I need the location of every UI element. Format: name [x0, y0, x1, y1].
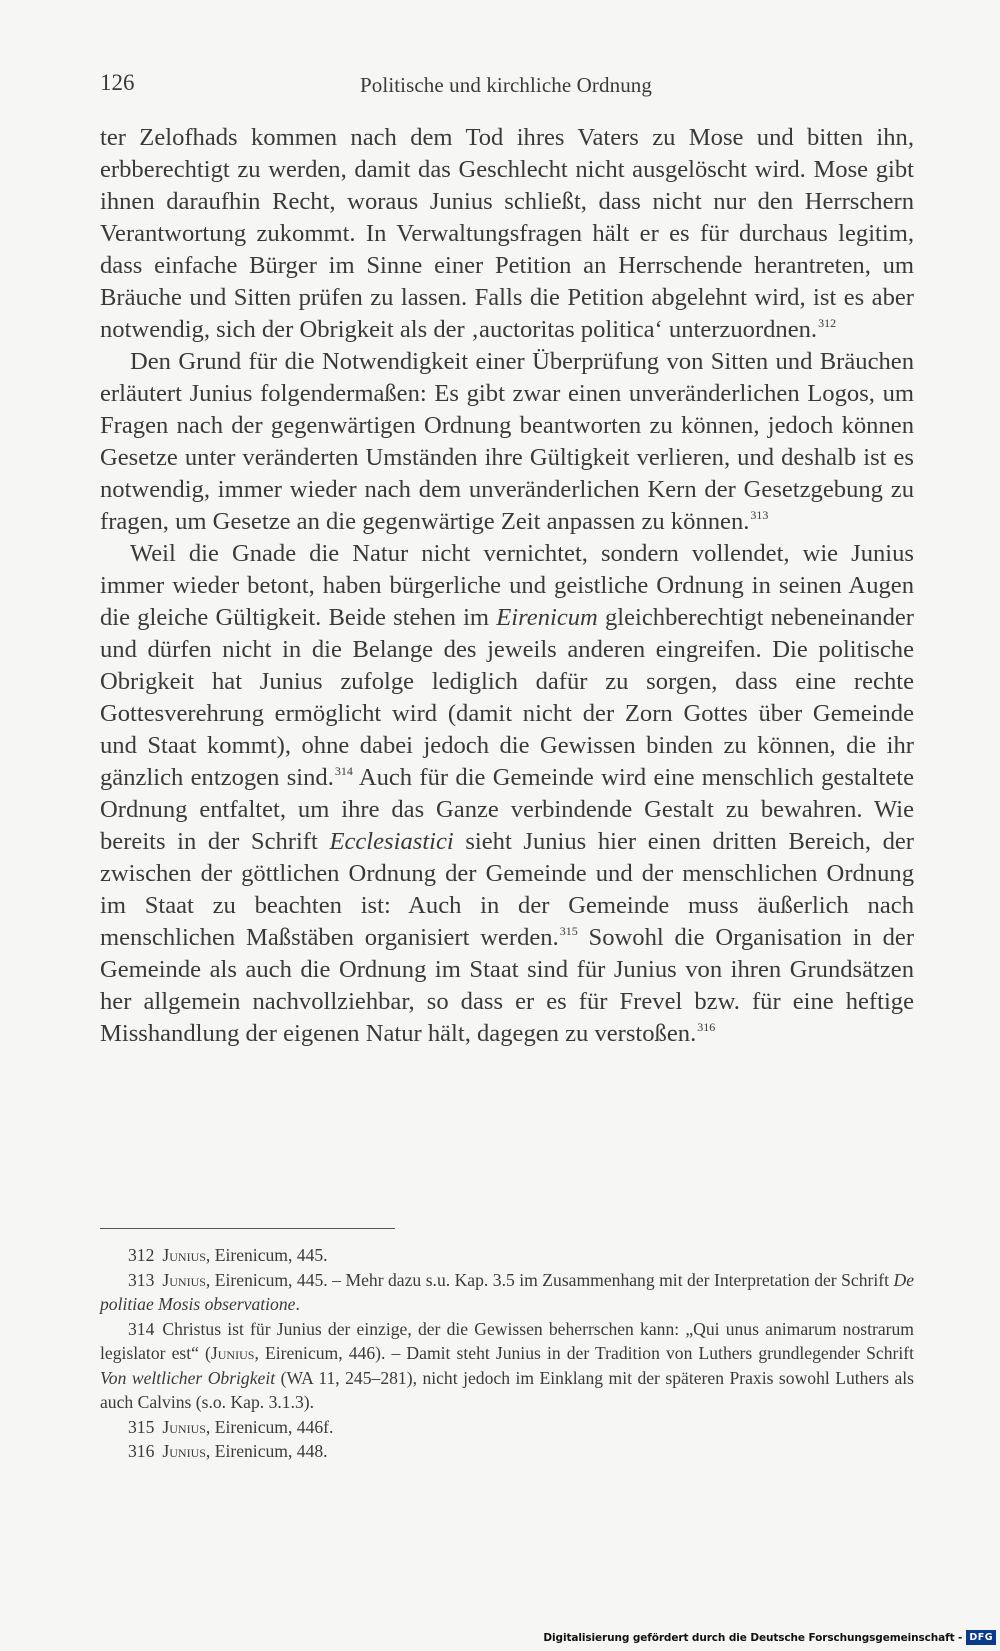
page-header [100, 70, 912, 106]
paragraph-3-text-a: Weil die Gnade die Natur nicht vernichtet, sondern vollendet, wie Junius immer wieder betont, haben bürgerliche und geistliche Ordnung in seinen Augen die gleiche Gültigkeit. Beide stehen im [100, 540, 914, 631]
title-eirenicum: Eirenicum [496, 604, 598, 631]
main-text [100, 122, 914, 1050]
footnote-separator [100, 1228, 395, 1229]
footnote-author: Junius [162, 1416, 206, 1437]
footnote-number: 312 [128, 1245, 155, 1265]
footnote-number: 316 [128, 1441, 155, 1461]
funding-notice-text: Digitalisierung gefördert durch die Deutsche Forschungsgemeinschaft - [543, 1631, 963, 1644]
footnote-author: Junius [210, 1343, 255, 1363]
footnote-number: 314 [128, 1318, 155, 1339]
paragraph-2 [100, 346, 914, 538]
page-number: 126 [100, 70, 135, 95]
footnote-number: 313 [128, 1269, 155, 1290]
funding-notice [543, 1630, 996, 1645]
running-head: Politische und kirchliche Ordnung [360, 73, 652, 97]
footnote-author: Junius [162, 1269, 206, 1290]
footnote-text: , Eirenicum, 445. [205, 1245, 328, 1265]
footnote-315 [100, 1415, 914, 1440]
footnote-author: Junius [162, 1441, 206, 1461]
footnote-title: Von weltlicher Obrigkeit [100, 1367, 276, 1388]
footnote-ref-316[interactable]: 316 [697, 1020, 716, 1034]
paragraph-3-text-c: Auch für die Gemeinde wird eine menschlich gestaltete Ordnung entfaltet, um ihre das Ganze verbindende Gestalt zu bewahren. Wie bereits in der Schrift [100, 764, 914, 855]
footnote-text-c: (WA 11, 245–281), nicht jedoch im Einklang mit der späteren Praxis sowohl Luthers als auch Calvins (s.o. Kap. 3.1.3). [100, 1367, 914, 1412]
paragraph-1-text: ter Zelofhads kommen nach dem Tod ihres Vaters zu Mose und bitten ihn, erbberechtigt zu werden, damit das Geschlecht nicht ausgelöscht wird. Mose gibt ihnen daraufhin Recht, woraus Junius schließt, dass nicht nur den Herrschern Verantwortung zukommt. In Verwaltungsfragen hält er es für durchaus legitim, dass einfache Bürger im Sinne einer Petition an Herrschende herantreten, um Bräuche und Sitten prüfen zu lassen. Falls die Petition abgelehnt wird, ist es aber notwendig, sich der Obrigkeit als der ‚auctoritas politica‘ unterzuordnen. [100, 124, 914, 343]
footnote-313 [100, 1268, 914, 1317]
footnote-ref-314[interactable]: 314 [334, 764, 353, 778]
footnote-314 [100, 1317, 914, 1415]
paragraph-2-text: Den Grund für die Notwendigkeit einer Überprüfung von Sitten und Bräuchen erläutert Junius folgendermaßen: Es gibt zwar einen unveränderlichen Logos, um Fragen nach der gegenwärtigen Ordnung beantworten zu können, jedoch können Gesetze unter veränderten Umständen ihre Gültigkeit verlieren, und deshalb ist es notwendig, immer wieder nach dem unveränderlichen Kern der Gesetzgebung zu fragen, um Gesetze an die gegenwärtige Zeit anpassen zu können. [100, 348, 914, 535]
footnote-ref-315[interactable]: 315 [559, 924, 578, 938]
footnote-ref-313[interactable]: 313 [750, 508, 769, 522]
footnote-text: , Eirenicum, 448. [205, 1441, 328, 1461]
paragraph-3 [100, 538, 914, 1050]
footnote-number: 315 [128, 1416, 155, 1437]
footnote-text-end: . [295, 1294, 300, 1314]
dfg-logo-icon: DFG [966, 1630, 996, 1645]
footnote-316 [100, 1439, 914, 1464]
footnote-author: Junius [162, 1245, 206, 1265]
footnotes [100, 1243, 914, 1464]
footnote-text: , Eirenicum, 445. – Mehr dazu s.u. Kap. 3.5 im Zusammenhang mit der Interpretation der Schrift [205, 1269, 894, 1290]
paragraph-3-text-e: Sowohl die Organisation in der Gemeinde als auch die Ordnung im Staat sind für Junius von ihren Grundsätzen her allgemein nachvollziehbar, so dass er es für Frevel bzw. für eine heftige Misshandlung der eigenen Natur hält, dagegen zu verstoßen. [100, 924, 915, 1047]
paragraph-1 [100, 122, 914, 346]
footnote-title: De politiae Mosis observatione [100, 1269, 914, 1314]
paragraph-3-text-b: gleichberechtigt nebeneinander und dürfen nicht in die Belange des jeweils anderen eingreifen. Die politische Obrigkeit hat Junius zufolge lediglich dafür zu sorgen, dass eine rechte Gottesverehrung ermöglicht wird (damit nicht der Zorn Gottes über Gemeinde und Staat kommt), ohne dabei jedoch die Gewissen binden zu können, die ihr gänzlich entzogen sind. [100, 604, 915, 791]
footnote-text: , Eirenicum, 446f. [205, 1416, 334, 1437]
paragraph-3-text-d: sieht Junius hier einen dritten Bereich, der zwischen der göttlichen Ordnung der Gemeinde und der menschlichen Ordnung im Staat zu beachten ist: Auch in der Gemeinde muss äußerlich nach menschlichen Maßstäben organisiert werden. [100, 828, 914, 951]
footnote-text-a: Christus ist für Junius der einzige, der die Gewissen beherrschen kann: „Qui unus animarum nostrarum legislator est“ ( [100, 1318, 914, 1363]
title-ecclesiastici: Ecclesiastici [329, 828, 454, 855]
footnote-text-b: , Eirenicum, 446). – Damit steht Junius in der Tradition von Luthers grundlegender Schrift [254, 1343, 914, 1363]
footnote-312 [100, 1243, 914, 1268]
footnote-ref-312[interactable]: 312 [818, 316, 837, 330]
